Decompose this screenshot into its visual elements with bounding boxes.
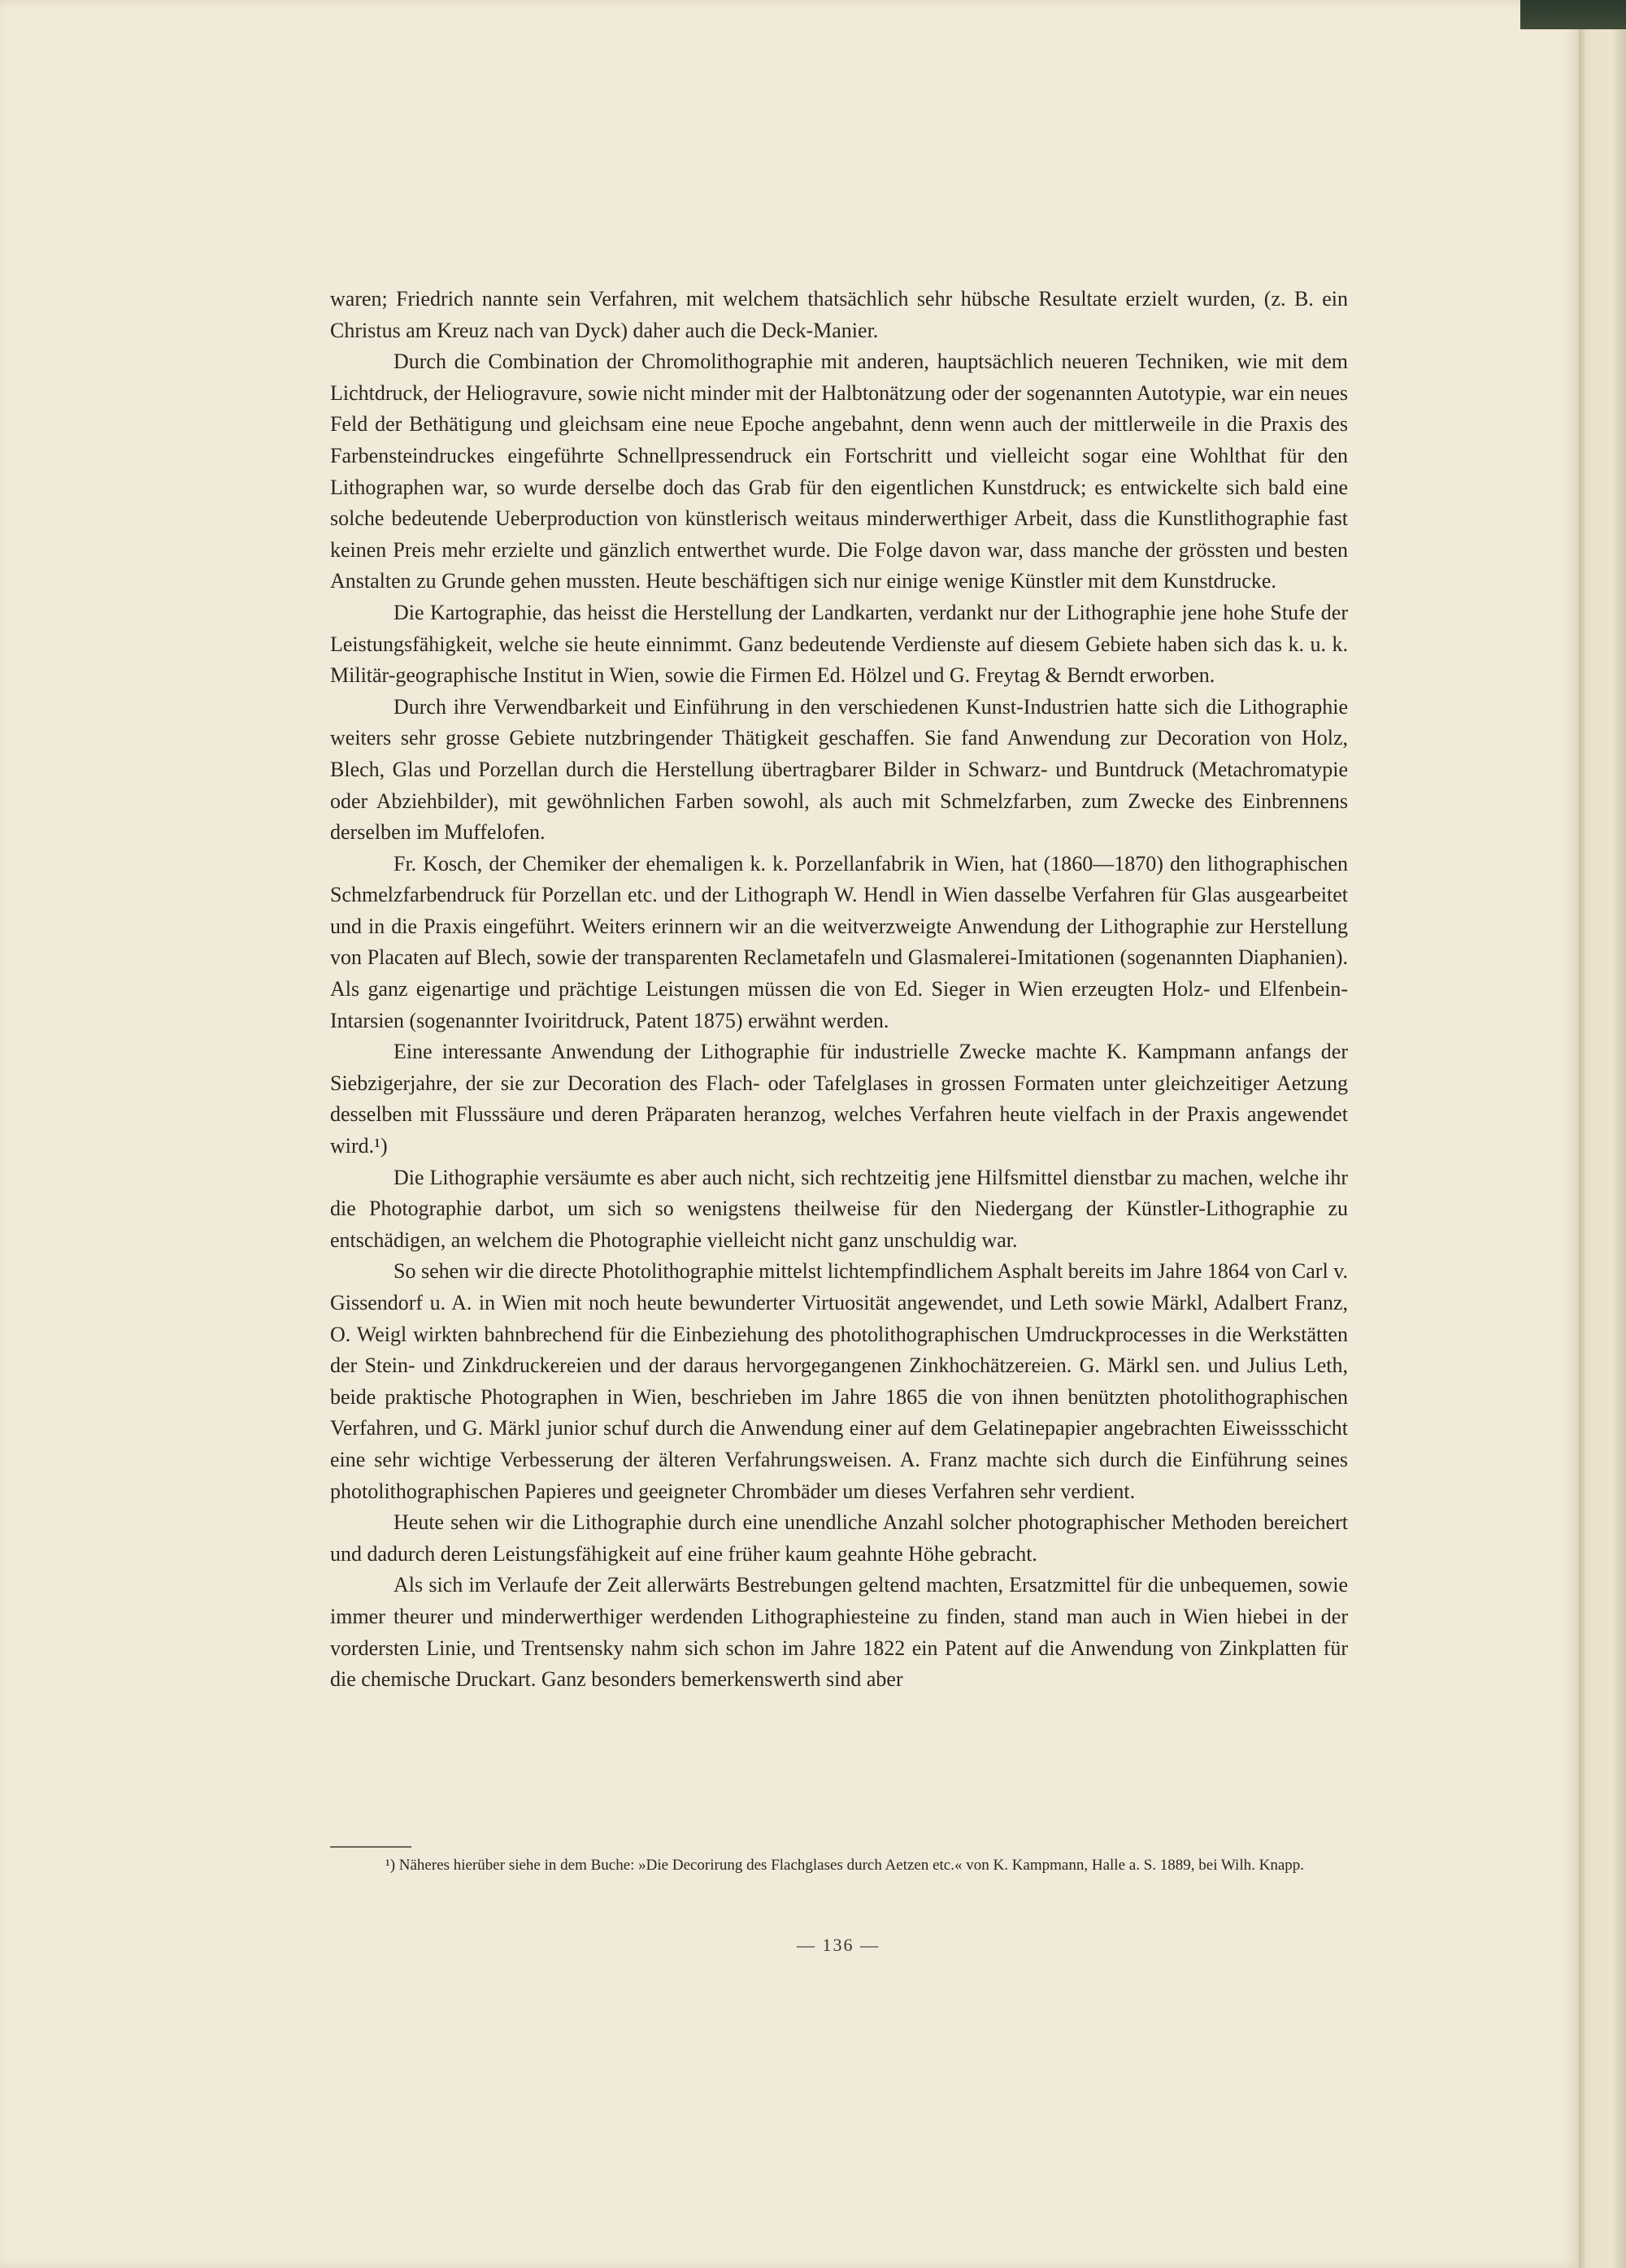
paragraph: Durch die Combination der Chromolithographie mit anderen, hauptsächlich neueren Techniken, wie mit dem Lichtdruck, der Heliogravure, sowie nicht minder mit der Halbtonätzung oder der sogenannten Autotypie, war ein neues Feld der Bethätigung und gleichsam eine neue Epoche angebahnt, denn wenn auch der mittlerweile in die Praxis des Farbensteindruckes eingeführte Schnellpressendruck ein Fortschritt und vielleicht sogar eine Wohlthat für den Lithographen war, so wurde derselbe doch das Grab für den eigentlichen Kunstdruck; es entwickelte sich bald eine solche bedeutende Ueberproduction von künstlerisch weitaus minderwerthiger Arbeit, dass die Kunstlithographie fast keinen Preis mehr erzielte und gänzlich entwerthet wurde. Die Folge davon war, dass manche der grössten und besten Anstalten zu Grunde gehen mussten. Heute beschäftigen sich nur einige wenige Künstler mit dem Kunstdrucke. xyxy=(330,350,1348,593)
footnote-divider xyxy=(330,1846,411,1848)
paragraph: So sehen wir die directe Photolithographie mittelst lichtempfindlichem Asphalt bereits im Jahre 1864 von Carl v. Gissendorf u. A. in Wien mit noch heute bewunderter Virtuosität angewendet, und Leth sowie Märkl, Adalbert Franz, O. Weigl wirkten bahnbrechend für die Einbeziehung des photolithographischen Umdruckprocesses in die Werkstätten der Stein- und Zinkdruckereien und der daraus hervorgegangenen Zinkhochätzereien. G. Märkl sen. und Julius Leth, beide praktische Photographen in Wien, beschrieben im Jahre 1865 die von ihnen benützten photolithographischen Verfahren, und G. Märkl junior schuf durch die Anwendung einer auf dem Gelatinepapier angebrachten Eiweissschicht eine sehr wichtige Verbesserung der älteren Verfahrungsweisen. A. Franz machte sich durch die Einführung seines photolithographischen Papieres und geeigneter Chrombäder um dieses Verfahren sehr verdient. xyxy=(330,1259,1348,1503)
binding-ribbon xyxy=(1520,0,1626,29)
paragraph: Eine interessante Anwendung der Lithographie für industrielle Zwecke machte K. Kampmann anfangs der Siebzigerjahre, der sie zur Decoration des Flach- oder Tafelglases in grossen Formaten unter gleichzeitiger Aetzung desselben mit Flusssäure und deren Präparaten heranzog, welches Verfahren heute vielfach in der Praxis angewendet wird.¹) xyxy=(330,1040,1348,1158)
paragraph: Heute sehen wir die Lithographie durch eine unendliche Anzahl solcher photographischer Methoden bereichert und dadurch deren Leistungsfähigkeit auf eine früher kaum geahnte Höhe gebracht. xyxy=(330,1510,1348,1566)
paragraph: Die Lithographie versäumte es aber auch nicht, sich rechtzeitig jene Hilfsmittel dienstbar zu machen, welche ihr die Photographie darbot, um sich so wenigstens theilweise für den Niedergang der Künstler-Lithographie zu entschädigen, an welchem die Photographie vielleicht nicht ganz unschuldig war. xyxy=(330,1165,1348,1252)
next-page-edge xyxy=(1579,0,1626,2268)
paragraph: Als sich im Verlaufe der Zeit allerwärts Bestrebungen geltend machten, Ersatzmittel für die unbequemen, sowie immer theurer und minderwerthiger werdenden Lithographiesteine zu finden, stand man auch in Wien hiebei in der vordersten Linie, und Trentsensky nahm sich schon im Jahre 1822 ein Patent auf die Anwendung von Zinkplatten für die chemische Druckart. Ganz besonders bemerkenswerth sind aber xyxy=(330,1573,1348,1692)
paragraph: Durch ihre Verwendbarkeit und Einführung in den verschiedenen Kunst-Industrien hatte sich die Lithographie weiters sehr grosse Gebiete nutzbringender Thätigkeit geschaffen. Sie fand Anwendung zur Decoration von Holz, Blech, Glas und Porzellan durch die Herstellung übertragbarer Bilder in Schwarz- und Buntdruck (Metachromatypie oder Abziehbilder), mit gewöhnlichen Farben sowohl, als auch mit Schmelzfarben, zum Zwecke des Einbrennens derselben im Muffelofen. xyxy=(330,694,1348,845)
footnote: ¹) Näheres hierüber siehe in dem Buche: »Die Decorirung des Flachglases durch Aetzen etc.« von K. Kampmann, Halle a. S. 1889, bei Wilh. Knapp. xyxy=(385,1857,1305,1874)
paragraph: waren; Friedrich nannte sein Verfahren, mit welchem thatsächlich sehr hübsche Resultate erzielt wurden, (z. B. ein Christus am Kreuz nach van Dyck) daher auch die Deck-Manier. xyxy=(330,287,1348,342)
paragraph: Die Kartographie, das heisst die Herstellung der Landkarten, verdankt nur der Lithographie jene hohe Stufe der Leistungsfähigkeit, welche sie heute einnimmt. Ganz bedeutende Verdienste auf diesem Gebiete haben sich das k. u. k. Militär-geographische Institut in Wien, sowie die Firmen Ed. Hölzel und G. Freytag & Berndt erworben. xyxy=(330,600,1348,688)
page-number: — 136 — xyxy=(797,1935,880,1955)
main-text xyxy=(330,284,1348,1696)
paragraph: Fr. Kosch, der Chemiker der ehemaligen k. k. Porzellanfabrik in Wien, hat (1860—1870) den lithographischen Schmelzfarbendruck für Porzellan etc. und der Lithograph W. Hendl in Wien dasselbe Verfahren für Glas ausgearbeitet und in die Praxis eingeführt. Weiters erinnern wir an die weitverzweigte Anwendung der Lithographie zur Herstellung von Placaten auf Blech, sowie der transparenten Reclametafeln und Glasmalerei-Imitationen (sogenannten Diaphanien). Als ganz eigenartige und prächtige Leistungen müssen die von Ed. Sieger in Wien erzeugten Holz- und Elfenbein-Intarsien (sogenannter Ivoiritdruck, Patent 1875) erwähnt werden. xyxy=(330,851,1348,1032)
